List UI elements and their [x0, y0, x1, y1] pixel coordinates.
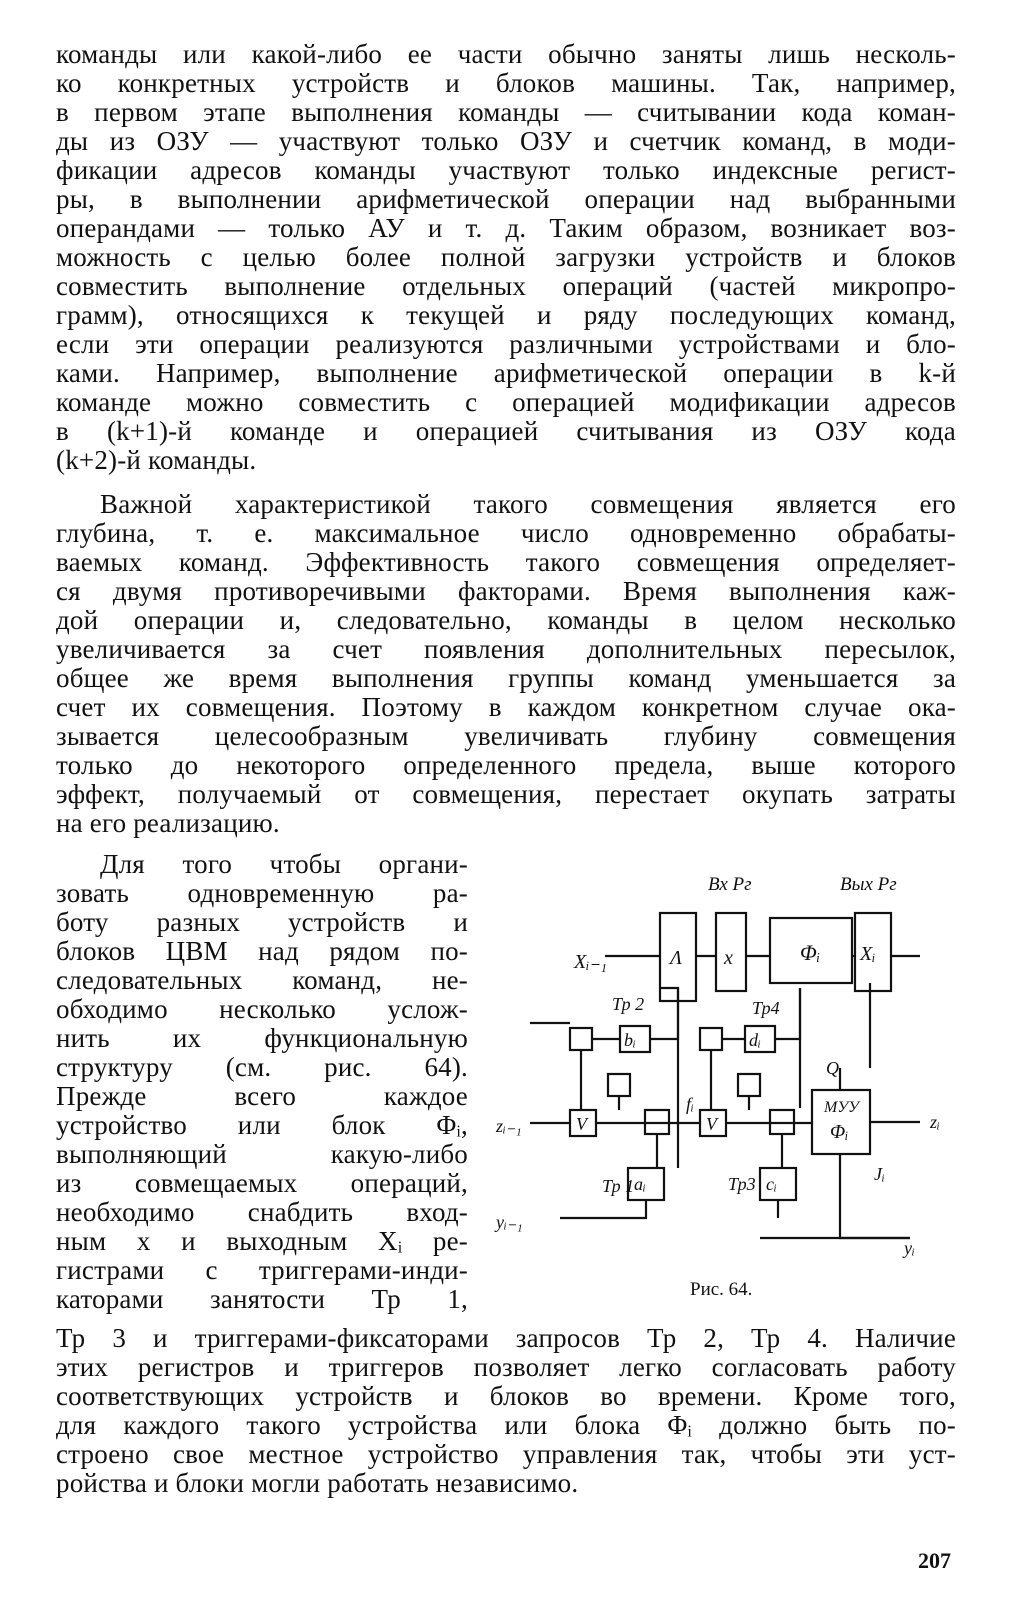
- text-line: зывается целесообразным увеличивать глубину совмещения: [56, 722, 956, 751]
- text-line: ды из ОЗУ — участвуют только ОЗУ и счетчик команд, в моди-: [56, 127, 956, 156]
- text-line: выполняющий какую-либо: [56, 1140, 468, 1169]
- text-line: строено свое местное устройство управления так, чтобы эти уст-: [56, 1440, 956, 1469]
- text-line: соответствующих устройств и блоков во времени. Кроме того,: [56, 1382, 956, 1411]
- text-line: структуру (см. рис. 64).: [56, 1053, 468, 1082]
- figure-caption: Рис. 64.: [690, 1279, 753, 1300]
- text-line: устройство или блок Φᵢ,: [56, 1111, 468, 1140]
- text-line: совместить выполнение отдельных операций (частей микропро-: [56, 272, 956, 301]
- text-line: операндами — только АУ и т. д. Таким образом, возникает воз-: [56, 214, 956, 243]
- text-line: эффект, получаемый от совмещения, перестает окупать затраты: [56, 780, 956, 809]
- a-trigger-label: aᵢ: [634, 1174, 646, 1194]
- b-trigger-label: bᵢ: [624, 1030, 636, 1050]
- y-input-label: yᵢ₋₁: [496, 1212, 523, 1232]
- text-line: нить их функциональную: [56, 1024, 468, 1053]
- text-line: дой операции и, следовательно, команды в целом несколько: [56, 606, 956, 635]
- text-line: гистрами с триггерами-инди-: [56, 1256, 468, 1285]
- text-line: команде можно совместить с операцией модификации адресов: [56, 388, 956, 417]
- text-line: блоков ЦВМ над рядом по-: [56, 937, 468, 966]
- text-line: боту разных устройств и: [56, 908, 468, 937]
- y-output-label: yᵢ: [904, 1238, 915, 1258]
- text-line: следовательных команд, не-: [56, 966, 468, 995]
- figure-64-diagram: [490, 868, 960, 1258]
- text-line: этих регистров и триггеров позволяет легко согласовать работу: [56, 1353, 956, 1382]
- j-signal-label: Jᵢ: [874, 1164, 885, 1184]
- text-line: команды или какой-либо ее части обычно заняты лишь несколь-: [56, 40, 956, 69]
- tr2-label: Тр 2: [612, 994, 645, 1014]
- text-line: ным x и выходным Xᵢ ре-: [56, 1227, 468, 1256]
- x-output-label: Xᵢ: [860, 943, 876, 965]
- text-line: если эти операции реализуются различными устройствами и бло-: [56, 330, 956, 359]
- muu-label: МУУ: [824, 1099, 859, 1116]
- tr1-label: Тр 1: [602, 1176, 635, 1196]
- muu-phi-label: Φᵢ: [830, 1121, 849, 1143]
- text-line: из совмещаемых операций,: [56, 1169, 468, 1198]
- text-line: ры, в выполнении арифметической операции над выбранными: [56, 185, 956, 214]
- text-line: общее же время выполнения группы команд уменьшается за: [56, 664, 956, 693]
- text-line: Для того чтобы органи-: [100, 850, 468, 879]
- c-trigger-label: cᵢ: [766, 1174, 777, 1194]
- text-line: увеличивается за счет появления дополнительных пересылок,: [56, 635, 956, 664]
- text-line: Прежде всего каждое: [56, 1082, 468, 1111]
- text-line: каторами занятости Тр 1,: [56, 1285, 468, 1314]
- paragraph-3-full: [56, 1324, 956, 1498]
- text-line: в первом этапе выполнения команды — считывании кода коман-: [56, 98, 956, 127]
- text-line: зовать одновременную ра-: [56, 879, 468, 908]
- q-signal-label: Qᵢ: [826, 1058, 842, 1078]
- text-line: ко конкретных устройств и блоков машины. Так, например,: [56, 69, 956, 98]
- paragraph-2: [56, 490, 956, 838]
- text-line: ройства и блоки могли работать независимо.: [56, 1469, 579, 1498]
- text-line: только до некоторого определенного предела, выше которого: [56, 751, 956, 780]
- text-line: Тр 3 и триггерами-фиксаторами запросов Тр 2, Тр 4. Наличие: [56, 1324, 956, 1353]
- text-line: (k+2)-й команды.: [56, 446, 257, 475]
- page-number: 207: [918, 1548, 951, 1573]
- input-register-label: Вх Рг: [708, 874, 752, 895]
- text-line: ся двумя противоречивыми факторами. Время выполнения каж-: [56, 577, 956, 606]
- text-line: на его реализацию.: [56, 809, 280, 838]
- x-input-label: Xᵢ₋₁: [574, 951, 607, 973]
- text-line: необходимо снабдить вход-: [56, 1198, 468, 1227]
- text-line: в (k+1)-й команде и операцией считывания из ОЗУ кода: [56, 417, 956, 446]
- x-register-label: x: [724, 947, 733, 969]
- text-line: ваемых команд. Эффективность такого совмещения определяет-: [56, 548, 956, 577]
- text-line: для каждого такого устройства или блока Φᵢ должно быть по-: [56, 1411, 956, 1440]
- text-line: Важной характеристикой такого совмещения является его: [100, 490, 956, 519]
- text-line: можность с целью более полной загрузки устройств и блоков: [56, 243, 956, 272]
- text-line: счет их совмещения. Поэтому в каждом конкретном случае ока-: [56, 693, 956, 722]
- paragraph-1: [56, 40, 956, 475]
- text-line: глубина, т. е. максимальное число одновременно обрабаты-: [56, 519, 956, 548]
- or-gate-right-label: V: [706, 1114, 717, 1134]
- text-line: фикации адресов команды участвуют только индексные регист-: [56, 156, 956, 185]
- text-line: ками. Например, выполнение арифметической операции в k-й: [56, 359, 956, 388]
- phi-block-label: Φᵢ: [800, 940, 821, 965]
- text-line: обходимо несколько услож-: [56, 995, 468, 1024]
- or-gate-left-label: V: [576, 1114, 587, 1134]
- paragraph-3-narrow: [56, 850, 468, 1314]
- f-signal-label: fᵢ: [686, 1094, 694, 1114]
- d-trigger-label: dᵢ: [749, 1030, 761, 1050]
- output-register-label: Вых Рг: [840, 874, 897, 895]
- tr4-label: Тр4: [752, 998, 780, 1018]
- text-line: грамм), относящихся к текущей и ряду последующих команд,: [56, 301, 956, 330]
- tr3-label: Тр3: [728, 1174, 756, 1194]
- z-output-label: zᵢ: [930, 1112, 940, 1132]
- and-gate-top-label: Λ: [670, 947, 683, 969]
- z-input-label: zᵢ₋₁: [496, 1116, 522, 1136]
